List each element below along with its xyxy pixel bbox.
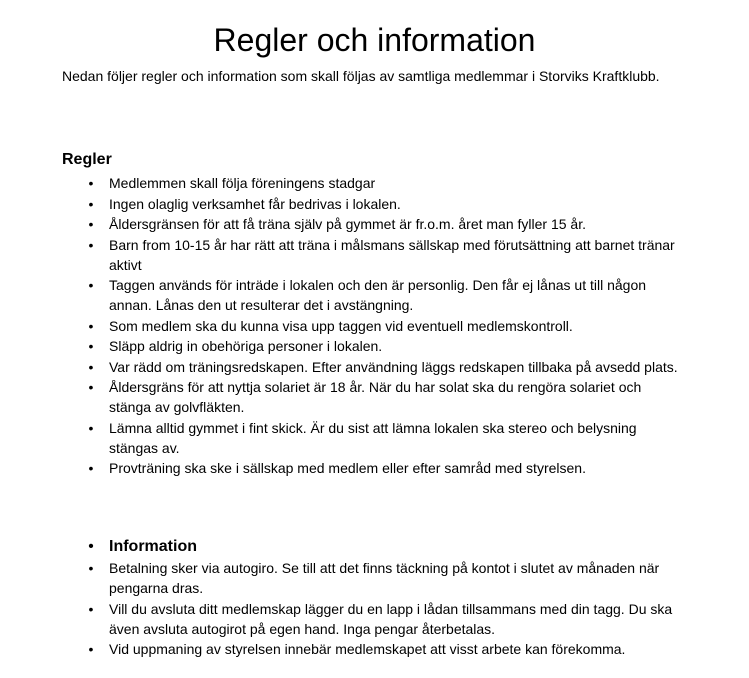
bullet-icon: •	[88, 195, 94, 212]
rule-text: Åldersgräns för att nyttja solariet är 18 år. När du har solat ska du rengöra solariet och stänga av golvfläkten.	[109, 379, 642, 415]
list-item	[0, 336, 680, 356]
bullet-icon: •	[88, 641, 94, 657]
information-heading: Information	[109, 538, 197, 555]
list-item	[0, 458, 680, 478]
list-item	[0, 214, 680, 234]
list-item	[0, 418, 680, 458]
rule-text: Barn from 10-15 år har rätt att träna i målsmans sällskap med förutsättning att barnet tränar aktivt	[109, 236, 675, 273]
bullet-icon: •	[88, 216, 94, 232]
list-item	[0, 275, 680, 315]
list-item	[0, 558, 680, 598]
page-title: Regler och information	[213, 22, 536, 58]
bullet-icon: •	[88, 236, 94, 253]
bullet-icon: •	[88, 419, 94, 436]
information-heading-item	[0, 536, 400, 558]
information-text: Betalning sker via autogiro. Se till att det finns täckning på kontot i slutet av månaden när pengarna dras.	[109, 560, 660, 596]
bullet-icon: •	[88, 358, 94, 375]
information-text: Vid uppmaning av styrelsen innebär medlemskapet att visst arbete kan förekomma.	[109, 641, 626, 657]
rules-heading: Regler	[62, 151, 112, 168]
bullet-icon: •	[88, 600, 94, 617]
list-item	[0, 316, 680, 336]
list-item	[0, 235, 680, 275]
list-item	[0, 639, 680, 659]
rule-text: Som medlem ska du kunna visa upp taggen vid eventuell medlemskontroll.	[109, 317, 573, 334]
information-list	[0, 558, 680, 660]
list-item	[0, 377, 680, 417]
list-item	[0, 173, 680, 193]
rules-list	[0, 173, 680, 479]
list-item	[0, 194, 680, 214]
bullet-icon: •	[88, 338, 94, 354]
rule-text: Släpp aldrig in obehöriga personer i lokalen.	[109, 338, 383, 354]
rule-text: Ingen olaglig verksamhet får bedrivas i lokalen.	[109, 195, 401, 212]
information-text: Vill du avsluta ditt medlemskap lägger du en lapp i lådan tillsammans med din tagg. Du ska även avsluta autogirot på egen hand. Inga pengar återbetalas.	[109, 600, 673, 637]
bullet-icon: •	[88, 175, 94, 191]
bullet-icon: •	[88, 277, 94, 293]
bullet-icon: •	[88, 460, 94, 476]
rule-text: Taggen används för inträde i lokalen och den är personlig. Den får ej lånas ut till någon annan. Lånas den ut resulterar det i avstängning.	[109, 277, 647, 313]
bullet-icon: •	[88, 538, 94, 555]
bullet-icon: •	[88, 379, 94, 395]
information-heading-list	[0, 536, 400, 558]
rule-text: Åldersgränsen för att få träna själv på gymmet är fr.o.m. året man fyller 15 år.	[109, 216, 586, 232]
rule-text: Var rädd om träningsredskapen. Efter användning läggs redskapen tillbaka på avsedd plats.	[109, 358, 678, 375]
intro-paragraph: Nedan följer regler och information som skall följas av samtliga medlemmar i Storviks Kraftklubb.	[62, 68, 660, 84]
rule-text: Provträning ska ske i sällskap med medlem eller efter samråd med styrelsen.	[109, 460, 586, 476]
list-item	[0, 357, 680, 377]
bullet-icon: •	[88, 560, 94, 576]
list-item	[0, 599, 680, 639]
rule-text: Lämna alltid gymmet i fint skick. Är du sist att lämna lokalen ska stereo och belysning stängas av.	[109, 419, 637, 456]
bullet-icon: •	[88, 317, 94, 334]
rule-text: Medlemmen skall följa föreningens stadgar	[109, 175, 376, 191]
